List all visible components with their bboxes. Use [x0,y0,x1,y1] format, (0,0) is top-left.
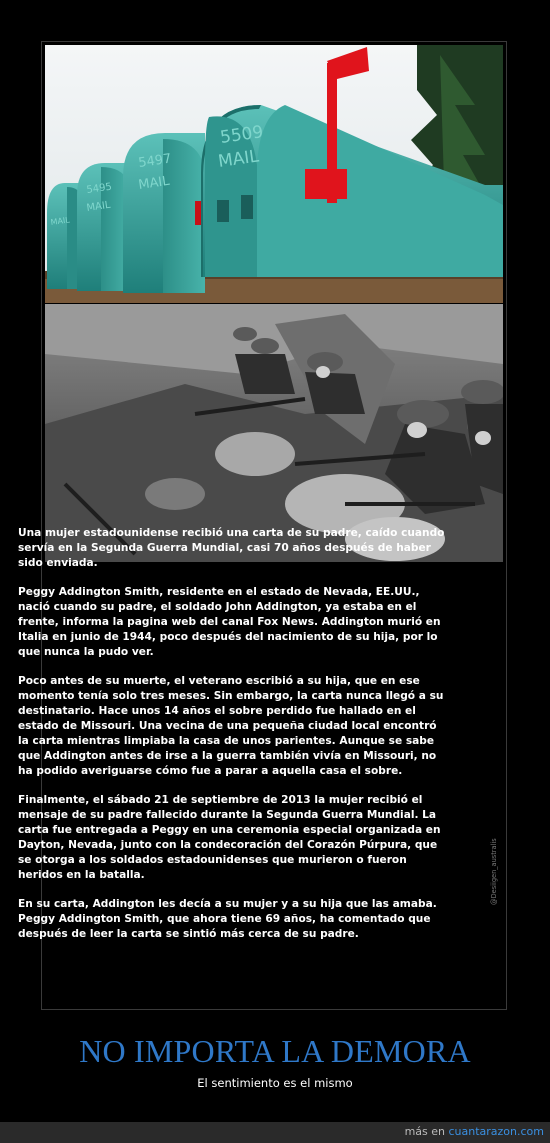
mailbox-mail-4: MAIL [50,215,71,227]
article-paragraph: Finalmente, el sábado 21 de septiembre de 2013 la mujer recibió el mensaje de su padre fallecido durante la Segunda Guerra Mundial. La carta fue entregada a Peggy en una ceremonia especial organizada en Dayton, Nevada, junto con la condecoración del Corazón Púrpura, que se otorga a los soldados estadounidenses que murieron o fueron heridos en la batalla. [18,794,441,881]
poster-headline: NO IMPORTA LA DEMORA [79,1033,471,1069]
mailbox-number-1: 5509 [218,122,265,148]
article-paragraph: Una mujer estadounidense recibió una carta de su padre, caído cuando servía en la Segunda Guerra Mundial, casi 70 años después de haber sido enviada. [18,527,445,569]
soldiers-photo [45,304,503,562]
poster-subline: El sentimiento es el mismo [197,1076,353,1090]
footer-bar [0,1122,550,1143]
mailbox-mail-3: MAIL [85,199,112,214]
article-paragraph: Peggy Addington Smith, residente en el estado de Nevada, EE.UU., nació cuando su padre, el soldado John Addington, ya estaba en el frente, informa la pagina web del canal Fox News. Addington murió en Italia en junio de 1944, poco después del nacimiento de su hija, por lo que nunca la pudo ver. [18,586,441,658]
mailbox-mail-2: MAIL [137,173,171,193]
mailbox-number-3: 5495 [85,181,113,196]
article-paragraph: En su carta, Addington les decía a su mujer y a su hija que las amaba. Peggy Addington Smith, que ahora tiene 69 años, ha comentado que después de leer la carta se sintió más cerca de su padre. [18,898,437,940]
article-body [18,526,448,956]
site-link[interactable]: cuantarazon.com [448,1125,544,1138]
mailbox-mail-1: MAIL [216,146,261,172]
article-paragraph: Poco antes de su muerte, el veterano escribió a su hija, que en ese momento tenía solo tres meses. Sin embargo, la carta nunca llegó a su destinatario. Hace unos 14 años el sobre perdido fue hallado en el estado de Missouri. Una vecina de una pequeña ciudad local encontró la carta mientras limpiaba la casa de unos parientes. Aunque se sabe que Addington antes de irse a la guerra también vivía en Missouri, no ha podido averiguarse cómo fue a parar a aquella casa el sobre. [18,675,444,777]
footer-credit [405,1125,544,1139]
footer-prefix: más en [404,1125,449,1138]
mailboxes-photo [45,45,503,303]
photo-credit-watermark: @Desiigen_australis [490,838,498,906]
mailbox-number-2: 5497 [137,151,173,171]
